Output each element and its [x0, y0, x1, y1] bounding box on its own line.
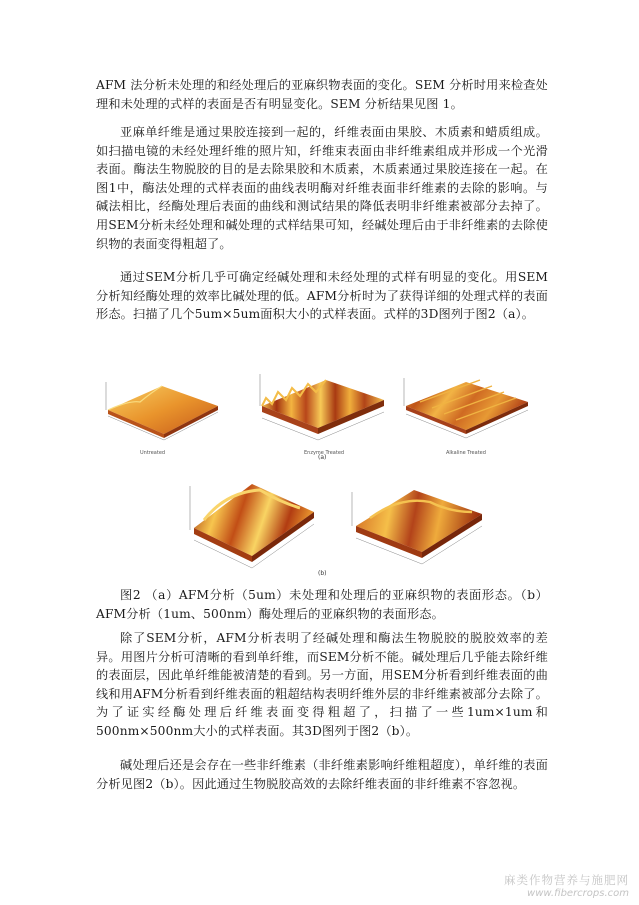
paragraph-alkaline-remains: 碱处理后还是会存在一些非纤维素（非纤维素影响纤维粗超度），单纤维的表面分析见图2（b）。因此通过生物脱胶高效的去除纤维表面的非纤维素不容忽视。	[96, 758, 548, 791]
site-watermark	[504, 872, 629, 899]
afm-panel-untreated	[106, 382, 218, 440]
panel-label-alkaline: Alkaline Treated	[446, 450, 486, 456]
paragraph-intro: AFM 法分析未处理的和经处理后的亚麻织物表面的变化。SEM 分析时用来检查处理和未处理的式样的表面是否有明显变化。SEM 分析结果见图 1。	[96, 78, 548, 111]
watermark-site-name: 麻类作物营养与施肥网	[504, 873, 629, 887]
afm-panel-enzyme-treated	[260, 374, 384, 440]
figure-2-afm-images	[100, 362, 540, 584]
panel-label-untreated: Untreated	[140, 450, 166, 456]
paragraph-afm-vs-sem: 除了SEM分析，AFM分析表明了经碱处理和酶法生物脱胶的脱胶效率的差异。用图片分析可清晰的看到单纤维，而SEM分析不能。碱处理后几乎能去除纤维的表面层，因此单纤维能被清楚的看到。另一方面，用SEM分析看到纤维表面的曲线和用AFM分析看到纤维表面的粗超结构表明纤维外层的非纤维素被部分去除了。为了证实经酶处理后纤维表面变得粗超了，扫描了一些1um×1um和500nm×500nm大小的式样表面。其3D图列于图2（b）。	[96, 631, 548, 738]
paragraph-sem-afm: 通过SEM分析几乎可确定经碱处理和未经处理的式样有明显的变化。用SEM分析知经酶处理的效率比碱处理的低。AFM分析时为了获得详细的处理式样的表面形态。扫描了几个5um×5um面积大小的式样表面。式样的3D图列于图2（a）。	[96, 270, 548, 322]
figure-caption: 图2 （a）AFM分析（5um）未处理和处理后的亚麻织物的表面形态。（b）AFM分析（1um、500nm）酶处理后的亚麻织物的表面形态。	[96, 588, 548, 621]
figure-row-a-label: (a)	[318, 454, 327, 461]
figure-row-b-label: (b)	[318, 570, 327, 577]
paragraph-flax-fiber: 亚麻单纤维是通过果胶连接到一起的，纤维表面由果胶、木质素和蜡质组成。如扫描电镜的未经处理纤维的照片知，纤维束表面由非纤维素组成并形成一个光滑表面。酶法生物脱胶的目的是去除果胶和木质素，木质素通过果胶连接在一起。在图1中，酶法处理的式样表面的曲线表明酶对纤维表面非纤维素的去除的影响。与碱法相比，经酶处理后表面的曲线和测试结果的降低表明非纤维素被部分去掉了。用SEM分析未经处理和碱处理的式样结果可知，经碱处理后由于非纤维素的去除使织物的表面变得粗超了。	[96, 125, 548, 251]
afm-panel-alkaline-treated	[404, 378, 528, 438]
afm-panel-1um-enzyme	[190, 484, 314, 568]
watermark-url: www.fibercrops.com	[527, 888, 629, 899]
panel-label-enzyme: Enzyme Treated	[304, 450, 345, 456]
afm-panel-500nm-enzyme	[352, 490, 482, 564]
afm-3d-surface-plots	[100, 362, 540, 584]
